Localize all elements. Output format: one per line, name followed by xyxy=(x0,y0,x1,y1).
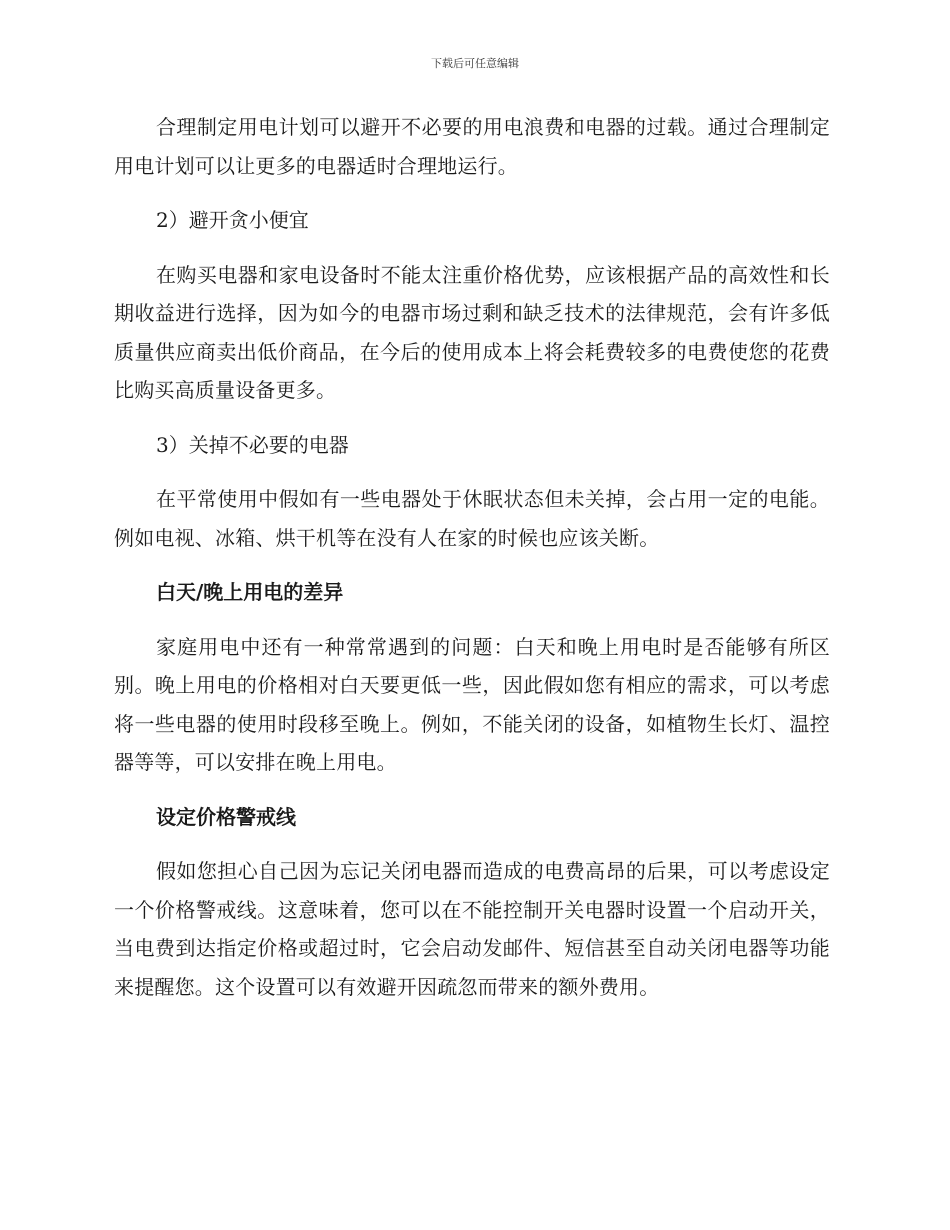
document-body xyxy=(114,108,830,1022)
list-item-avoid-cheap: 2）避开贪小便宜 xyxy=(156,208,309,232)
list-item-turn-off: 3）关掉不必要的电器 xyxy=(156,432,349,457)
paragraph-day-night: 家庭用电中还有一种常常遇到的问题：白天和晚上用电时是否能够有所区别。晚上用电的价格相对白天要更低一些，因此假如您有相应的需求，可以考虑将一些电器的使用时段移至晚上。例如，不能关闭的设备，如植物生长灯、温控器等等，可以安排在晚上用电。 xyxy=(114,634,830,774)
section-heading-day-night: 白天/晚上用电的差异 xyxy=(156,580,344,604)
paragraph-price-alert: 假如您担心自己因为忘记关闭电器而造成的电费高昂的后果，可以考虑设定一个价格警戒线。这意味着，您可以在不能控制开关电器时设置一个启动开关，当电费到达指定价格或超过时，它会启动发邮件、短信甚至自动关闭电器等功能来提醒您。这个设置可以有效避开因疏忽而带来的额外费用。 xyxy=(114,859,830,999)
page-header: 下载后可任意编辑 xyxy=(431,57,519,70)
section-heading-price-alert: 设定价格警戒线 xyxy=(156,804,296,829)
paragraph-standby: 在平常使用中假如有一些电器处于休眠状态但未关掉，会占用一定的电能。例如电视、冰箱、烘干机等在没有人在家的时候也应该关断。 xyxy=(114,487,830,550)
paragraph-plan: 合理制定用电计划可以避开不必要的用电浪费和电器的过载。通过合理制定用电计划可以让更多的电器适时合理地运行。 xyxy=(114,115,830,178)
paragraph-purchase: 在购买电器和家电设备时不能太注重价格优势，应该根据产品的高效性和长期收益进行选择，因为如今的电器市场过剩和缺乏技术的法律规范，会有许多低质量供应商卖出低价商品，在今后的使用成本上将会耗费较多的电费使您的花费比购买高质量设备更多。 xyxy=(114,262,830,402)
